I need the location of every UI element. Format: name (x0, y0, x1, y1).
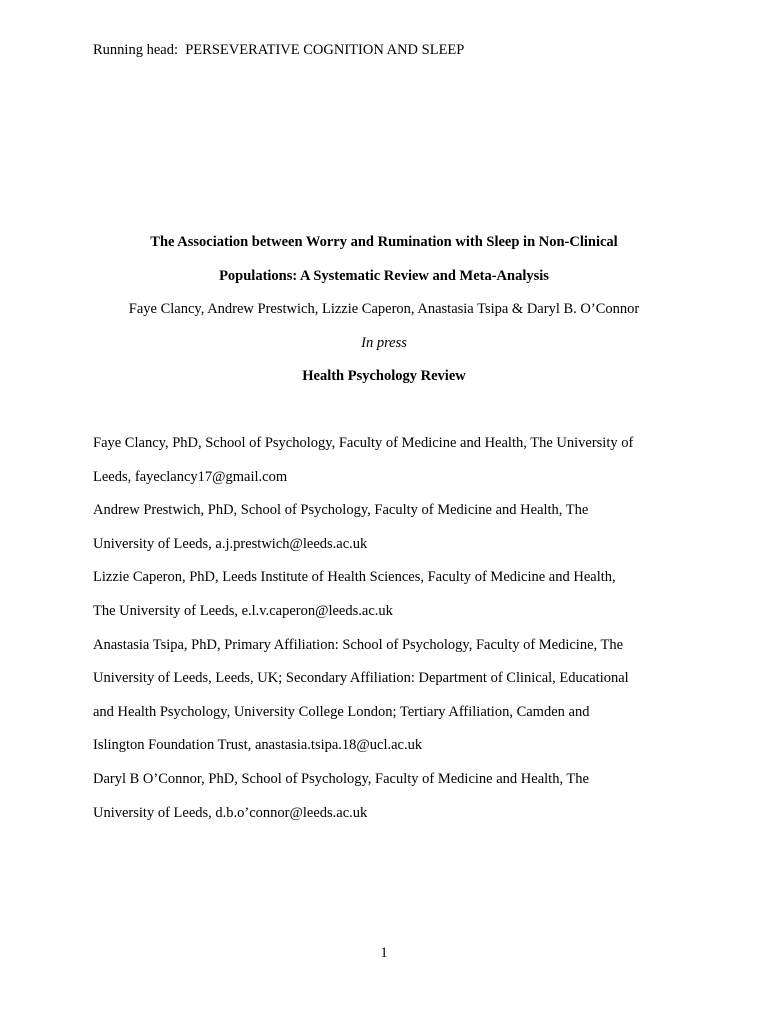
affiliation-line: University of Leeds, a.j.prestwich@leeds.ac.uk (93, 535, 368, 552)
affiliation-line: Anastasia Tsipa, PhD, Primary Affiliation: School of Psychology, Faculty of Medicine, The (93, 636, 624, 653)
affiliation-line: Andrew Prestwich, PhD, School of Psychology, Faculty of Medicine and Health, The (93, 502, 589, 519)
affiliation-line: Lizzie Caperon, PhD, Leeds Institute of Health Sciences, Faculty of Medicine and Health, (93, 569, 616, 586)
running-head: Running head: PERSEVERATIVE COGNITION AND SLEEP (93, 42, 465, 58)
publication-status: In press (361, 334, 407, 351)
affiliation-line: Daryl B O’Connor, PhD, School of Psychology, Faculty of Medicine and Health, The (93, 770, 589, 787)
paper-title-line-1: The Association between Worry and Rumination with Sleep in Non-Clinical (150, 234, 618, 250)
affiliation-line: University of Leeds, d.b.o’connor@leeds.ac.uk (93, 804, 368, 821)
affiliation-line: Faye Clancy, PhD, School of Psychology, Faculty of Medicine and Health, The University of (93, 435, 634, 451)
title-block (0, 230, 768, 398)
paper-title-line-2: Populations: A Systematic Review and Meta-Analysis (219, 267, 549, 284)
journal-name: Health Psychology Review (302, 368, 466, 385)
page-number: 1 (380, 945, 388, 961)
affiliation-line: and Health Psychology, University College London; Tertiary Affiliation, Camden and (93, 703, 590, 720)
affiliation-line: Islington Foundation Trust, anastasia.tsipa.18@ucl.ac.uk (93, 737, 423, 754)
affiliation-line: University of Leeds, Leeds, UK; Secondary Affiliation: Department of Clinical, Educational (93, 670, 629, 687)
author-list: Faye Clancy, Andrew Prestwich, Lizzie Caperon, Anastasia Tsipa & Daryl B. O’Connor (128, 301, 640, 318)
author-affiliations (93, 431, 693, 834)
affiliation-line: The University of Leeds, e.l.v.caperon@leeds.ac.uk (93, 602, 393, 619)
affiliation-line: Leeds, fayeclancy17@gmail.com (93, 468, 288, 485)
